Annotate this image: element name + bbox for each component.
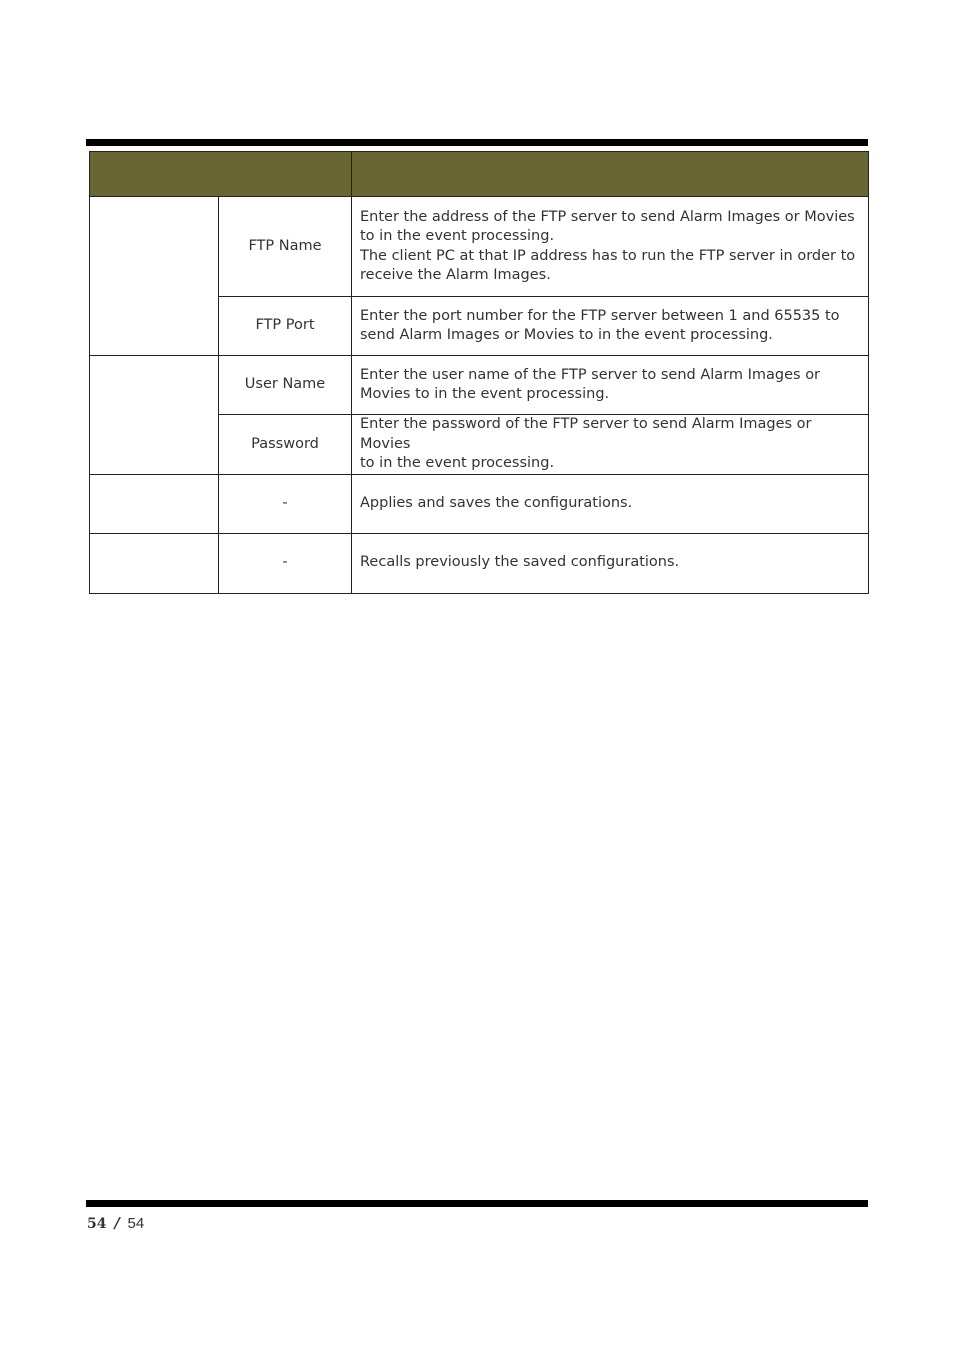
- bottom-rule: [86, 1200, 868, 1207]
- table-row: [90, 533, 869, 593]
- group-cell-apply: [90, 474, 219, 533]
- param-cell: FTP Name: [219, 197, 352, 297]
- description-line: The client PC at that IP address has to run the FTP server in order to: [360, 247, 856, 264]
- description-cell: [352, 356, 869, 415]
- description-cell: [352, 197, 869, 297]
- ftp-settings-table: [89, 151, 869, 594]
- description-cell: [352, 533, 869, 593]
- page-total: 54: [127, 1215, 145, 1232]
- group-cell-cancel: [90, 533, 219, 593]
- table-header-row: [90, 152, 869, 197]
- group-cell-ftp-server: [90, 197, 219, 356]
- description-line: Recalls previously the saved configurations.: [360, 554, 680, 571]
- description-line: send Alarm Images or Movies to in the event processing.: [360, 327, 773, 343]
- table-row: [90, 474, 869, 533]
- description-line: Enter the password of the FTP server to send Alarm Images or Movies: [360, 416, 812, 452]
- description-line: to in the event processing.: [360, 228, 555, 244]
- description-line: Movies to in the event processing.: [360, 386, 610, 402]
- description-line: receive the Alarm Images.: [360, 267, 551, 283]
- description-cell: [352, 474, 869, 533]
- description-line: Enter the address of the FTP server to send Alarm Images or Movies: [360, 208, 855, 225]
- param-cell: User Name: [219, 356, 352, 415]
- description-cell: [352, 415, 869, 475]
- description-line: Enter the user name of the FTP server to send Alarm Images or: [360, 366, 821, 383]
- header-cell-item: [90, 152, 352, 197]
- description-line: to in the event processing.: [360, 455, 555, 471]
- page-current: 54: [87, 1216, 107, 1232]
- param-cell: -: [219, 474, 352, 533]
- param-cell: FTP Port: [219, 297, 352, 356]
- header-cell-description: [352, 152, 869, 197]
- description-line: Enter the port number for the FTP server between 1 and 65535 to: [360, 307, 840, 324]
- param-cell: -: [219, 533, 352, 593]
- page-number: [87, 1214, 144, 1232]
- top-rule: [86, 139, 868, 146]
- table-row: [90, 197, 869, 297]
- group-cell-account: [90, 356, 219, 475]
- description-cell: [352, 297, 869, 356]
- page-separator: /: [114, 1214, 120, 1232]
- description-line: Applies and saves the configurations.: [360, 494, 633, 511]
- table-row: [90, 356, 869, 415]
- param-cell: Password: [219, 415, 352, 475]
